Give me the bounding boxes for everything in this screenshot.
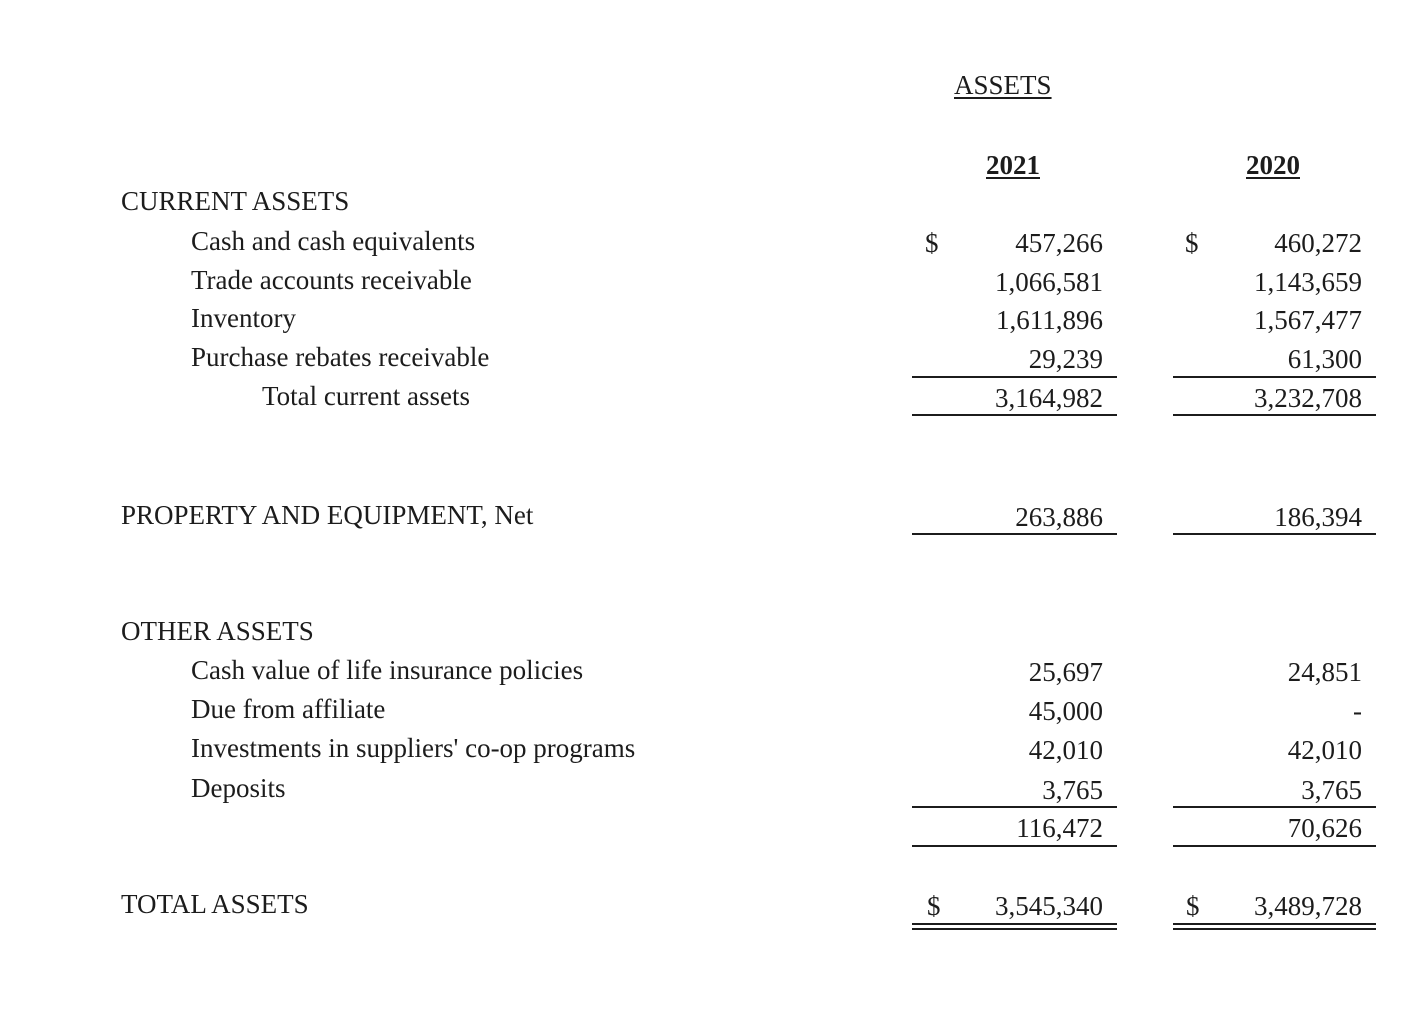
property-equipment-label: PROPERTY AND EQUIPMENT, Net	[121, 500, 534, 530]
currency-symbol: $	[925, 228, 939, 258]
subtotal-rule	[912, 806, 1117, 808]
total-rule	[1173, 533, 1376, 535]
row-label-purchase-rebates: Purchase rebates receivable	[191, 342, 490, 372]
value-2020-co-op-investments: 42,010	[1287, 735, 1362, 765]
total-rule	[912, 533, 1117, 535]
double-rule-bottom	[1173, 928, 1376, 930]
currency-symbol: $	[1186, 891, 1200, 921]
value-2021-inventory: 1,611,896	[996, 305, 1103, 335]
value-2021-purchase-rebates: 29,239	[1028, 344, 1103, 374]
subtotal-rule	[1173, 376, 1376, 378]
double-rule-bottom	[912, 928, 1117, 930]
value-2020-inventory: 1,567,477	[1254, 305, 1362, 335]
total-rule	[1173, 414, 1376, 416]
year-header-2020: 2020	[1246, 150, 1300, 180]
row-label-inventory: Inventory	[191, 303, 296, 333]
other-assets-heading: OTHER ASSETS	[121, 616, 314, 646]
total-assets-label: TOTAL ASSETS	[121, 889, 309, 919]
value-2020-total-assets: 3,489,728	[1254, 891, 1362, 921]
value-2020-life-insurance: 24,851	[1287, 657, 1362, 687]
value-2021-due-from-affiliate: 45,000	[1028, 696, 1103, 726]
value-2021-total-other-assets: 116,472	[1016, 813, 1103, 843]
double-rule-top	[912, 923, 1117, 925]
subtotal-rule	[1173, 806, 1376, 808]
value-2021-property-equipment: 263,886	[1015, 502, 1103, 532]
row-label-life-insurance: Cash value of life insurance policies	[191, 655, 584, 685]
value-2021-deposits: 3,765	[1042, 775, 1103, 805]
total-rule	[912, 845, 1117, 847]
row-label-trade-receivable: Trade accounts receivable	[191, 265, 472, 295]
value-2020-total-current-assets: 3,232,708	[1254, 383, 1362, 413]
value-2020-purchase-rebates: 61,300	[1287, 344, 1362, 374]
year-header-2021: 2021	[986, 150, 1040, 180]
value-2020-due-from-affiliate: -	[1353, 696, 1362, 726]
value-2021-cash: 457,266	[1015, 228, 1103, 258]
value-2021-co-op-investments: 42,010	[1028, 735, 1103, 765]
currency-symbol: $	[1185, 228, 1199, 258]
double-rule-top	[1173, 923, 1376, 925]
row-label-cash: Cash and cash equivalents	[191, 226, 476, 256]
row-label-deposits: Deposits	[191, 773, 286, 803]
value-2021-total-current-assets: 3,164,982	[995, 383, 1103, 413]
total-rule	[1173, 845, 1376, 847]
total-current-assets-label: Total current assets	[262, 381, 471, 411]
value-2020-cash: 460,272	[1274, 228, 1362, 258]
row-label-co-op-investments: Investments in suppliers' co-op programs	[191, 733, 636, 763]
value-2020-deposits: 3,765	[1301, 775, 1362, 805]
currency-symbol: $	[927, 891, 941, 921]
value-2020-trade-receivable: 1,143,659	[1254, 267, 1362, 297]
subtotal-rule	[912, 376, 1117, 378]
value-2020-property-equipment: 186,394	[1274, 502, 1362, 532]
page-title: ASSETS	[954, 70, 1052, 100]
current-assets-heading: CURRENT ASSETS	[121, 186, 350, 216]
value-2021-trade-receivable: 1,066,581	[995, 267, 1103, 297]
row-label-due-from-affiliate: Due from affiliate	[191, 694, 386, 724]
value-2020-total-other-assets: 70,626	[1287, 813, 1362, 843]
value-2021-life-insurance: 25,697	[1028, 657, 1103, 687]
value-2021-total-assets: 3,545,340	[995, 891, 1103, 921]
total-rule	[912, 414, 1117, 416]
